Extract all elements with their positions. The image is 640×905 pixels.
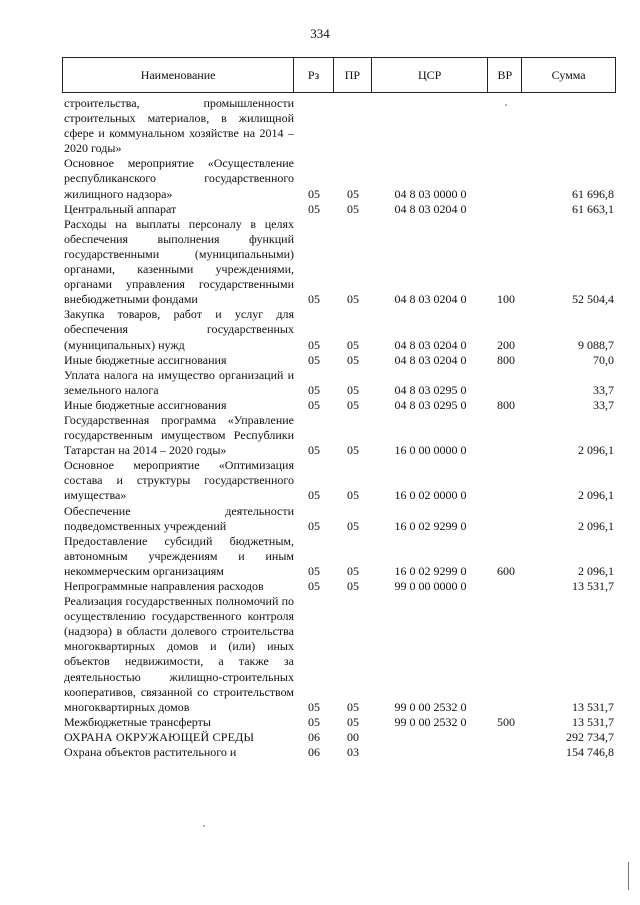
row-vr: 600	[497, 563, 515, 578]
row-csr: 04 8 03 0204 0	[394, 292, 467, 307]
row-sum: 2 096,1	[578, 518, 614, 533]
page-number: 334	[310, 26, 330, 41]
row-rz: 05	[308, 563, 320, 578]
row-name: Реализация государственных полномочий по осуществлению государственного контроля (надзора) в области долевого строительства многоквартирных домов и (или) иных объектов недвижимости, а также за деятельностью жилищно-строительных кооперативов, связанной со строительством многоквартирных домов	[64, 594, 294, 714]
header-pr: ПР	[334, 58, 372, 92]
row-pr: 05	[347, 699, 359, 714]
row-pr: 05	[347, 518, 359, 533]
row-name: Закупка товаров, работ и услуг для обеспечения государственных (муниципальных) нужд	[64, 307, 294, 352]
row-csr: 04 8 03 0295 0	[394, 382, 467, 397]
row-pr: 05	[347, 292, 359, 307]
row-sum: 61 696,8	[572, 186, 614, 201]
row-rz: 05	[308, 382, 320, 397]
header-name: Наименование	[63, 58, 294, 92]
row-pr: 05	[347, 382, 359, 397]
row-name: Непрограммные направления расходов	[64, 579, 264, 593]
scan-edge-mark	[628, 862, 629, 890]
row-rz: 05	[308, 714, 320, 729]
row-sum: 52 504,4	[572, 292, 614, 307]
row-pr: 05	[347, 488, 359, 503]
row-csr: 16 0 00 0000 0	[394, 443, 467, 458]
row-name: Обеспечение деятельности подведомственных учреждений	[64, 503, 294, 533]
row-sum: 33,7	[593, 397, 614, 412]
row-pr: 03	[347, 745, 359, 760]
row-name: Расходы на выплаты персоналу в целях обеспечения выполнения функций государственными (муниципальными) органами, казенными учреждениями, органами управления государственными внебюджетными фондами	[64, 216, 294, 307]
row-csr: 04 8 03 0204 0	[394, 201, 467, 216]
table-row	[62, 156, 616, 201]
header-vr: ВР	[488, 58, 522, 92]
header-rz: Рз	[294, 58, 334, 92]
table-row	[62, 730, 616, 745]
row-name: Основное мероприятие «Оптимизация состава и структуры государственного имущества»	[64, 458, 294, 503]
table-row	[62, 745, 616, 760]
row-name: Межбюджетные трансферты	[64, 714, 211, 729]
row-csr: 16 0 02 9299 0	[394, 518, 467, 533]
row-sum: 2 096,1	[578, 563, 614, 578]
row-name: Уплата налога на имущество организаций и земельного налога	[64, 367, 294, 397]
row-sum: 70,0	[593, 352, 614, 367]
row-name: Государственная программа «Управление государственным имуществом Республики Татарстан на 2014 – 2020 годы»	[64, 412, 294, 458]
row-rz: 05	[308, 337, 320, 352]
row-rz: 06	[308, 729, 320, 744]
table-row	[62, 217, 616, 308]
header-sum: Сумма	[551, 67, 586, 82]
row-pr: 05	[347, 397, 359, 412]
row-name: Центральный аппарат	[64, 201, 177, 216]
table-row	[62, 368, 616, 398]
table-row	[62, 458, 616, 503]
row-pr: 05	[347, 714, 359, 729]
row-pr: 05	[347, 201, 359, 216]
row-name: Охрана объектов растительного и	[64, 745, 237, 760]
table-row	[62, 534, 616, 579]
row-sum: 13 531,7	[572, 714, 614, 729]
table-row	[62, 413, 616, 458]
row-pr: 05	[347, 352, 359, 367]
row-vr: 200	[497, 337, 515, 352]
row-rz: 05	[308, 488, 320, 503]
row-name: Основное мероприятие «Осуществление республиканского государственного жилищного надзора»	[64, 156, 294, 201]
row-rz: 05	[308, 292, 320, 307]
table-body	[62, 96, 616, 760]
table-row	[62, 504, 616, 534]
scan-speck	[203, 825, 205, 827]
table-header	[62, 57, 616, 93]
row-csr: 99 0 00 2532 0	[394, 714, 467, 729]
row-name: Иные бюджетные ассигнования	[64, 352, 227, 367]
row-sum: 13 531,7	[572, 699, 614, 714]
row-name: строительства, промышленности строительных материалов, в жилищной сфере и коммунальном хозяйстве на 2014 – 2020 годы»	[64, 96, 294, 156]
row-rz: 05	[308, 201, 320, 216]
row-csr: 99 0 00 2532 0	[394, 699, 467, 714]
row-sum: 154 746,8	[566, 745, 614, 760]
row-rz: 06	[308, 745, 320, 760]
row-sum: 292 734,7	[566, 729, 614, 744]
row-rz: 05	[308, 518, 320, 533]
row-csr: 04 8 03 0295 0	[394, 397, 467, 412]
scan-speck	[505, 104, 507, 106]
row-vr: 500	[497, 714, 515, 729]
table-row	[62, 202, 616, 217]
row-csr: 99 0 00 0000 0	[394, 579, 467, 593]
table-row	[62, 579, 616, 594]
row-vr: 800	[497, 397, 515, 412]
row-sum: 61 663,1	[572, 201, 614, 216]
row-name: ОХРАНА ОКРУЖАЮЩЕЙ СРЕДЫ	[64, 729, 255, 744]
row-rz: 05	[308, 352, 320, 367]
row-pr: 05	[347, 579, 359, 593]
row-rz: 05	[308, 397, 320, 412]
row-sum: 33,7	[593, 382, 614, 397]
row-rz: 05	[308, 443, 320, 458]
row-pr: 00	[347, 729, 359, 744]
table-row	[62, 715, 616, 730]
row-name: Предоставление субсидий бюджетным, автономным учреждениям и иным некоммерческим организациям	[64, 533, 294, 578]
header-csr: ЦСР	[372, 58, 489, 92]
row-sum: 2 096,1	[578, 443, 614, 458]
row-csr: 04 8 03 0204 0	[394, 352, 467, 367]
table-row	[62, 96, 616, 156]
row-pr: 05	[347, 186, 359, 201]
row-rz: 05	[308, 186, 320, 201]
row-rz: 05	[308, 579, 320, 593]
row-vr: 800	[497, 352, 515, 367]
row-sum: 2 096,1	[578, 488, 614, 503]
row-pr: 05	[347, 563, 359, 578]
row-name: Иные бюджетные ассигнования	[64, 397, 227, 412]
row-csr: 04 8 03 0204 0	[394, 337, 467, 352]
table-row	[62, 353, 616, 368]
row-vr: 100	[497, 292, 515, 307]
row-pr: 05	[347, 337, 359, 352]
row-sum: 13 531,7	[572, 579, 614, 593]
row-rz: 05	[308, 699, 320, 714]
table-row	[62, 398, 616, 413]
table-row	[62, 594, 616, 715]
table-row	[62, 307, 616, 352]
row-csr: 16 0 02 9299 0	[394, 563, 467, 578]
row-sum: 9 088,7	[578, 337, 614, 352]
row-pr: 05	[347, 443, 359, 458]
row-csr: 04 8 03 0000 0	[394, 186, 467, 201]
row-csr: 16 0 02 0000 0	[394, 488, 467, 503]
